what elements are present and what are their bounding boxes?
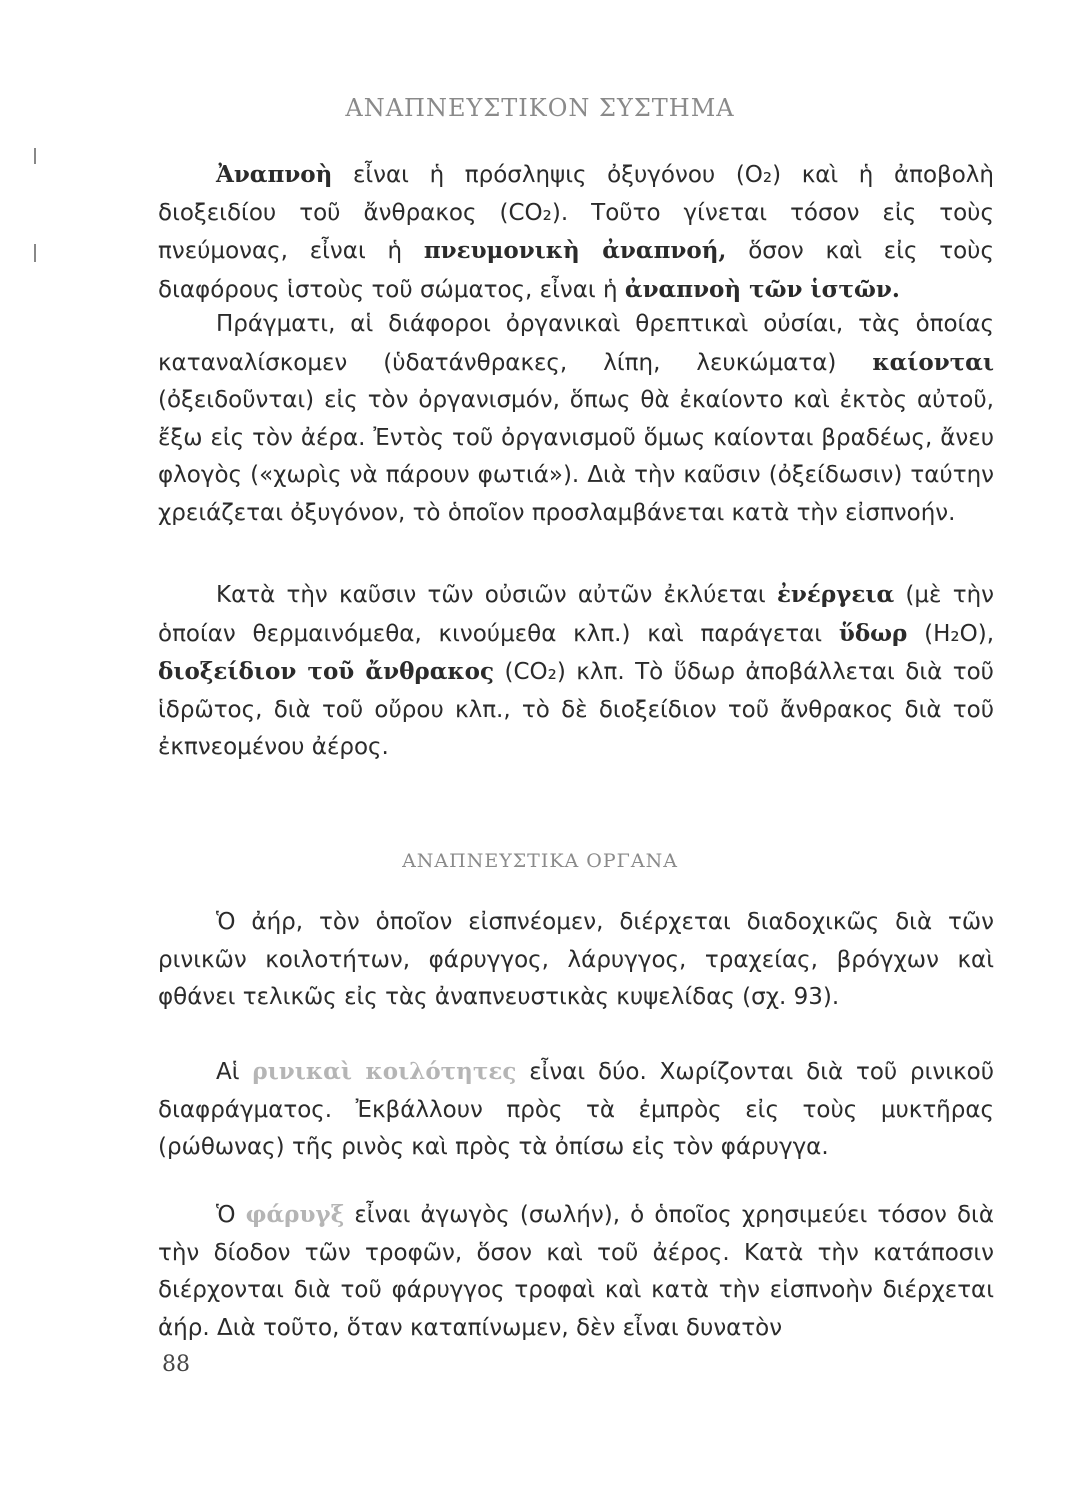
paragraph-air-path: Ὁ ἀήρ, τὸν ὁποῖον εἰσπνέομεν, διέρχεται διαδοχικῶς διὰ τῶν ρινικῶν κοιλοτήτων, φάρυγγος, λάρυγγος, τραχείας, βρόγχων καὶ φθάνει τελικῶς εἰς τὰς ἀναπνευστικὰς κυψελίδας (σχ. 93). — [158, 909, 994, 1010]
section-heading: ΑΝΑΠΝΕΥΣΤΙΚΑ ΟΡΓΑΝΑ — [402, 850, 678, 872]
paragraph-combustion: Πράγματι, αἱ διάφοροι ὀργανικαὶ θρεπτικαὶ οὐσίαι, τὰς ὁποίας καταναλίσκομεν (ὑδατάνθρακες, λίπη, λευκώματα) καίονται (ὀξειδοῦνται) εἰς τὸν ὀργανισμόν, ὅπως θὰ ἐκαίοντο καὶ ἐκτὸς αὐτοῦ, ἔξω εἰς τὸν ἀέρα. Ἐντὸς τοῦ ὀργανισμοῦ ὅμως καίονται βραδέως, ἄνευ φλογὸς («χωρὶς νὰ πάρουν φωτιά»). Διὰ τὴν καῦσιν (ὀξείδωσιν) ταύτην χρειάζεται ὀξυγόνον, τὸ ὁποῖον προσλαμβάνεται κατὰ τὴν εἰσπνοήν. — [158, 311, 994, 526]
page-number: 88 — [162, 1352, 190, 1377]
term-burned: καίονται — [872, 348, 994, 376]
paragraph-pharynx: Ὁ φάρυγξ εἶναι ἀγωγὸς (σωλήν), ὁ ὁποῖος χρησιμεύει τόσον διὰ τὴν δίοδον τῶν τροφῶν, ὅσον καὶ τοῦ ἀέρος. Κατὰ τὴν κατάποσιν διέρχονται διὰ τοῦ φάρυγγος τροφαὶ καὶ κατὰ τὴν εἰσπνοὴν διέρχεται ἀήρ. Διὰ τοῦτο, ὅταν καταπίνωμεν, δὲν εἶναι δυνατὸν — [158, 1201, 994, 1341]
paragraph-nasal-cavities: Αἱ ρινικαὶ κοιλότητες εἶναι δύο. Χωρίζονται διὰ τοῦ ρινικοῦ διαφράγματος. Ἐκβάλλουν πρὸς τὰ ἐμπρὸς εἰς τοὺς μυκτῆρας (ρώθωνας) τῆς ρινὸς καὶ πρὸς τὰ ὀπίσω εἰς τὸν φάρυγγα. — [158, 1058, 995, 1160]
term-tissue-respiration: ἀναπνοὴ τῶν ἱστῶν. — [624, 275, 900, 303]
term-energy: ἐνέργεια — [776, 581, 895, 608]
chapter-heading: ΑΝΑΠΝΕΥΣΤΙΚΟΝ ΣΥΣΤΗΜΑ — [345, 94, 735, 122]
term-pharynx: φάρυγξ — [245, 1201, 345, 1228]
term-carbon-dioxide: διοξείδιον τοῦ ἄνθρακος — [158, 658, 495, 685]
term-respiration: Ἀναπνοὴ — [216, 161, 333, 188]
paragraph-energy: Κατὰ τὴν καῦσιν τῶν οὐσιῶν αὐτῶν ἐκλύεται ἐνέργεια (μὲ τὴν ὁποίαν θερμαινόμεθα, κινούμεθα κλπ.) καὶ παράγεται ὕδωρ (H₂O), διοξείδιον τοῦ ἄνθρακος (CO₂) κλπ. Τὸ ὕδωρ ἀποβάλλεται διὰ τοῦ ἱδρῶτος, διὰ τοῦ οὔρου κλπ., τὸ δὲ διοξείδιον τοῦ ἄνθρακος διὰ τοῦ ἐκπνεομένου ἀέρος. — [158, 581, 995, 760]
margin-mark — [34, 244, 36, 262]
term-pulmonary-respiration: πνευμονικὴ ἀναπνοή, — [423, 237, 727, 264]
margin-mark — [34, 148, 36, 164]
term-nasal-cavities: ρινικαὶ κοιλότητες — [252, 1058, 517, 1085]
paragraph-respiration-definition: Ἀναπνοὴ εἶναι ἡ πρόσληψις ὀξυγόνου (O₂) καὶ ἡ ἀποβολὴ διοξειδίου τοῦ ἄνθρακος (CO₂). Τοῦτο γίνεται τόσον εἰς τοὺς πνεύμονας, εἶναι ἡ πνευμονικὴ ἀναπνοή, ὅσον καὶ εἰς τοὺς διαφόρους ἱστοὺς τοῦ σώματος, εἶναι ἡ ἀναπνοὴ τῶν ἱστῶν. — [158, 161, 994, 303]
term-water: ὕδωρ — [838, 619, 908, 647]
